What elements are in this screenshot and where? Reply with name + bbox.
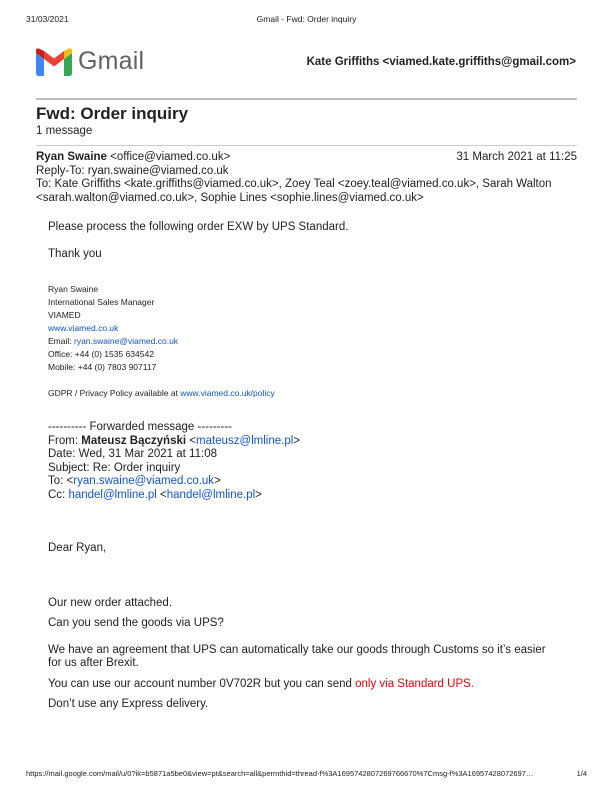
paragraph-order-attached: Our new order attached. <box>48 596 173 609</box>
paragraph-account-number <box>48 678 568 692</box>
paragraph-customs-agreement <box>48 644 568 671</box>
signature <box>48 283 568 400</box>
message-divider <box>36 145 577 146</box>
signature-title: International Sales Manager <box>48 297 155 307</box>
forward-subject: Subject: Re: Order inquiry <box>48 461 181 474</box>
forward-cc-email-link-1[interactable]: handel@lmline.pl <box>68 488 157 501</box>
message-header <box>36 151 577 205</box>
forward-from: From: Mateusz Bączyński <mateusz@lmline.pl> <box>48 434 301 447</box>
signature-email-link[interactable]: ryan.swaine@viamed.co.uk <box>73 336 179 346</box>
signature-office: Office: +44 (0) 1535 634542 <box>48 349 154 359</box>
message-date: 31 March 2021 at 11:25 <box>456 151 577 163</box>
paragraph-no-express: Don’t use any Express delivery. <box>48 698 209 710</box>
recipients-line-2: <sarah.walton@viamed.co.uk>, Sophie Lines <sophie.lines@viamed.co.uk> <box>36 191 424 204</box>
message-count: 1 message <box>36 125 93 137</box>
from-line <box>36 151 577 165</box>
greeting: Dear Ryan, <box>48 542 107 554</box>
print-url: https://mail.google.com/mail/u/0?ik=b5871a5be0&view=pt&search=all&permthid=thread-f%3A1695742807269766670%7Cmsg-f%3A16957428072697… <box>26 769 534 778</box>
account-number-text: You can use our account number 0V702R but you can send <box>48 677 356 690</box>
intro-text: Please process the following order EXW by UPS Standard. <box>48 221 349 233</box>
signature-email-row <box>48 335 568 348</box>
signature-name: Ryan Swaine <box>48 284 99 294</box>
standard-ups-highlight: only via Standard UPS. <box>355 677 474 690</box>
header-divider <box>36 98 577 100</box>
gmail-wordmark: Gmail <box>78 47 145 75</box>
signature-email-label: Email: <box>48 336 74 346</box>
sender-name: Ryan Swaine <box>36 151 107 163</box>
print-date: 31/03/2021 <box>26 14 69 24</box>
forward-cc: Cc: handel@lmline.pl <handel@lmline.pl> <box>48 488 262 501</box>
thanks-text: Thank you <box>48 247 102 260</box>
signature-company: VIAMED <box>48 310 81 320</box>
print-title: Gmail - Fwd: Order inquiry <box>256 14 357 24</box>
gdpr-row <box>48 387 568 400</box>
customs-line-2: for us after Brexit. <box>48 657 139 669</box>
gdpr-text: GDPR / Privacy Policy available at <box>48 388 181 398</box>
customs-line-1: We have an agreement that UPS can automatically take our goods through Customs so it’s easier <box>48 643 546 656</box>
forwarded-header <box>48 421 568 502</box>
forward-to-email-link[interactable]: ryan.swaine@viamed.co.uk <box>73 475 215 487</box>
account-owner: Kate Griffiths <viamed.kate.griffiths@gmail.com> <box>306 56 576 68</box>
thread-subject: Fwd: Order inquiry <box>36 104 189 123</box>
sender <box>36 151 230 165</box>
gmail-logo <box>36 47 144 76</box>
forward-from-name: Mateusz Bączyński <box>81 434 187 447</box>
signature-mobile: Mobile: +44 (0) 7803 907117 <box>48 362 157 372</box>
gmail-m-icon <box>36 48 72 76</box>
sender-email: <office@viamed.co.uk> <box>110 151 231 163</box>
forward-cc-email-link-2[interactable]: handel@lmline.pl <box>166 488 256 501</box>
forward-cc-label: Cc: <box>48 488 69 501</box>
forward-to-label: To: <box>48 475 67 487</box>
forward-to: To: <ryan.swaine@viamed.co.uk> <box>48 475 221 487</box>
reply-to: Reply-To: ryan.swaine@viamed.co.uk <box>36 164 229 177</box>
forward-from-email-link[interactable]: mateusz@lmline.pl <box>195 434 294 447</box>
message-body <box>48 221 568 712</box>
forward-separator: ---------- Forwarded message --------- <box>48 421 232 433</box>
forward-date: Date: Wed, 31 Mar 2021 at 11:08 <box>48 448 217 460</box>
gdpr-policy-link[interactable]: www.viamed.co.uk/policy <box>180 388 275 398</box>
paragraph-ups-question: Can you send the goods via UPS? <box>48 617 224 629</box>
forward-from-label: From: <box>48 434 82 447</box>
page-number: 1/4 <box>576 769 587 778</box>
signature-website-link[interactable]: www.viamed.co.uk <box>48 323 119 333</box>
recipients-line-1: To: Kate Griffiths <kate.griffiths@viamed.co.uk>, Zoey Teal <zoey.teal@viamed.co.uk>, Sarah Walton <box>36 178 552 190</box>
